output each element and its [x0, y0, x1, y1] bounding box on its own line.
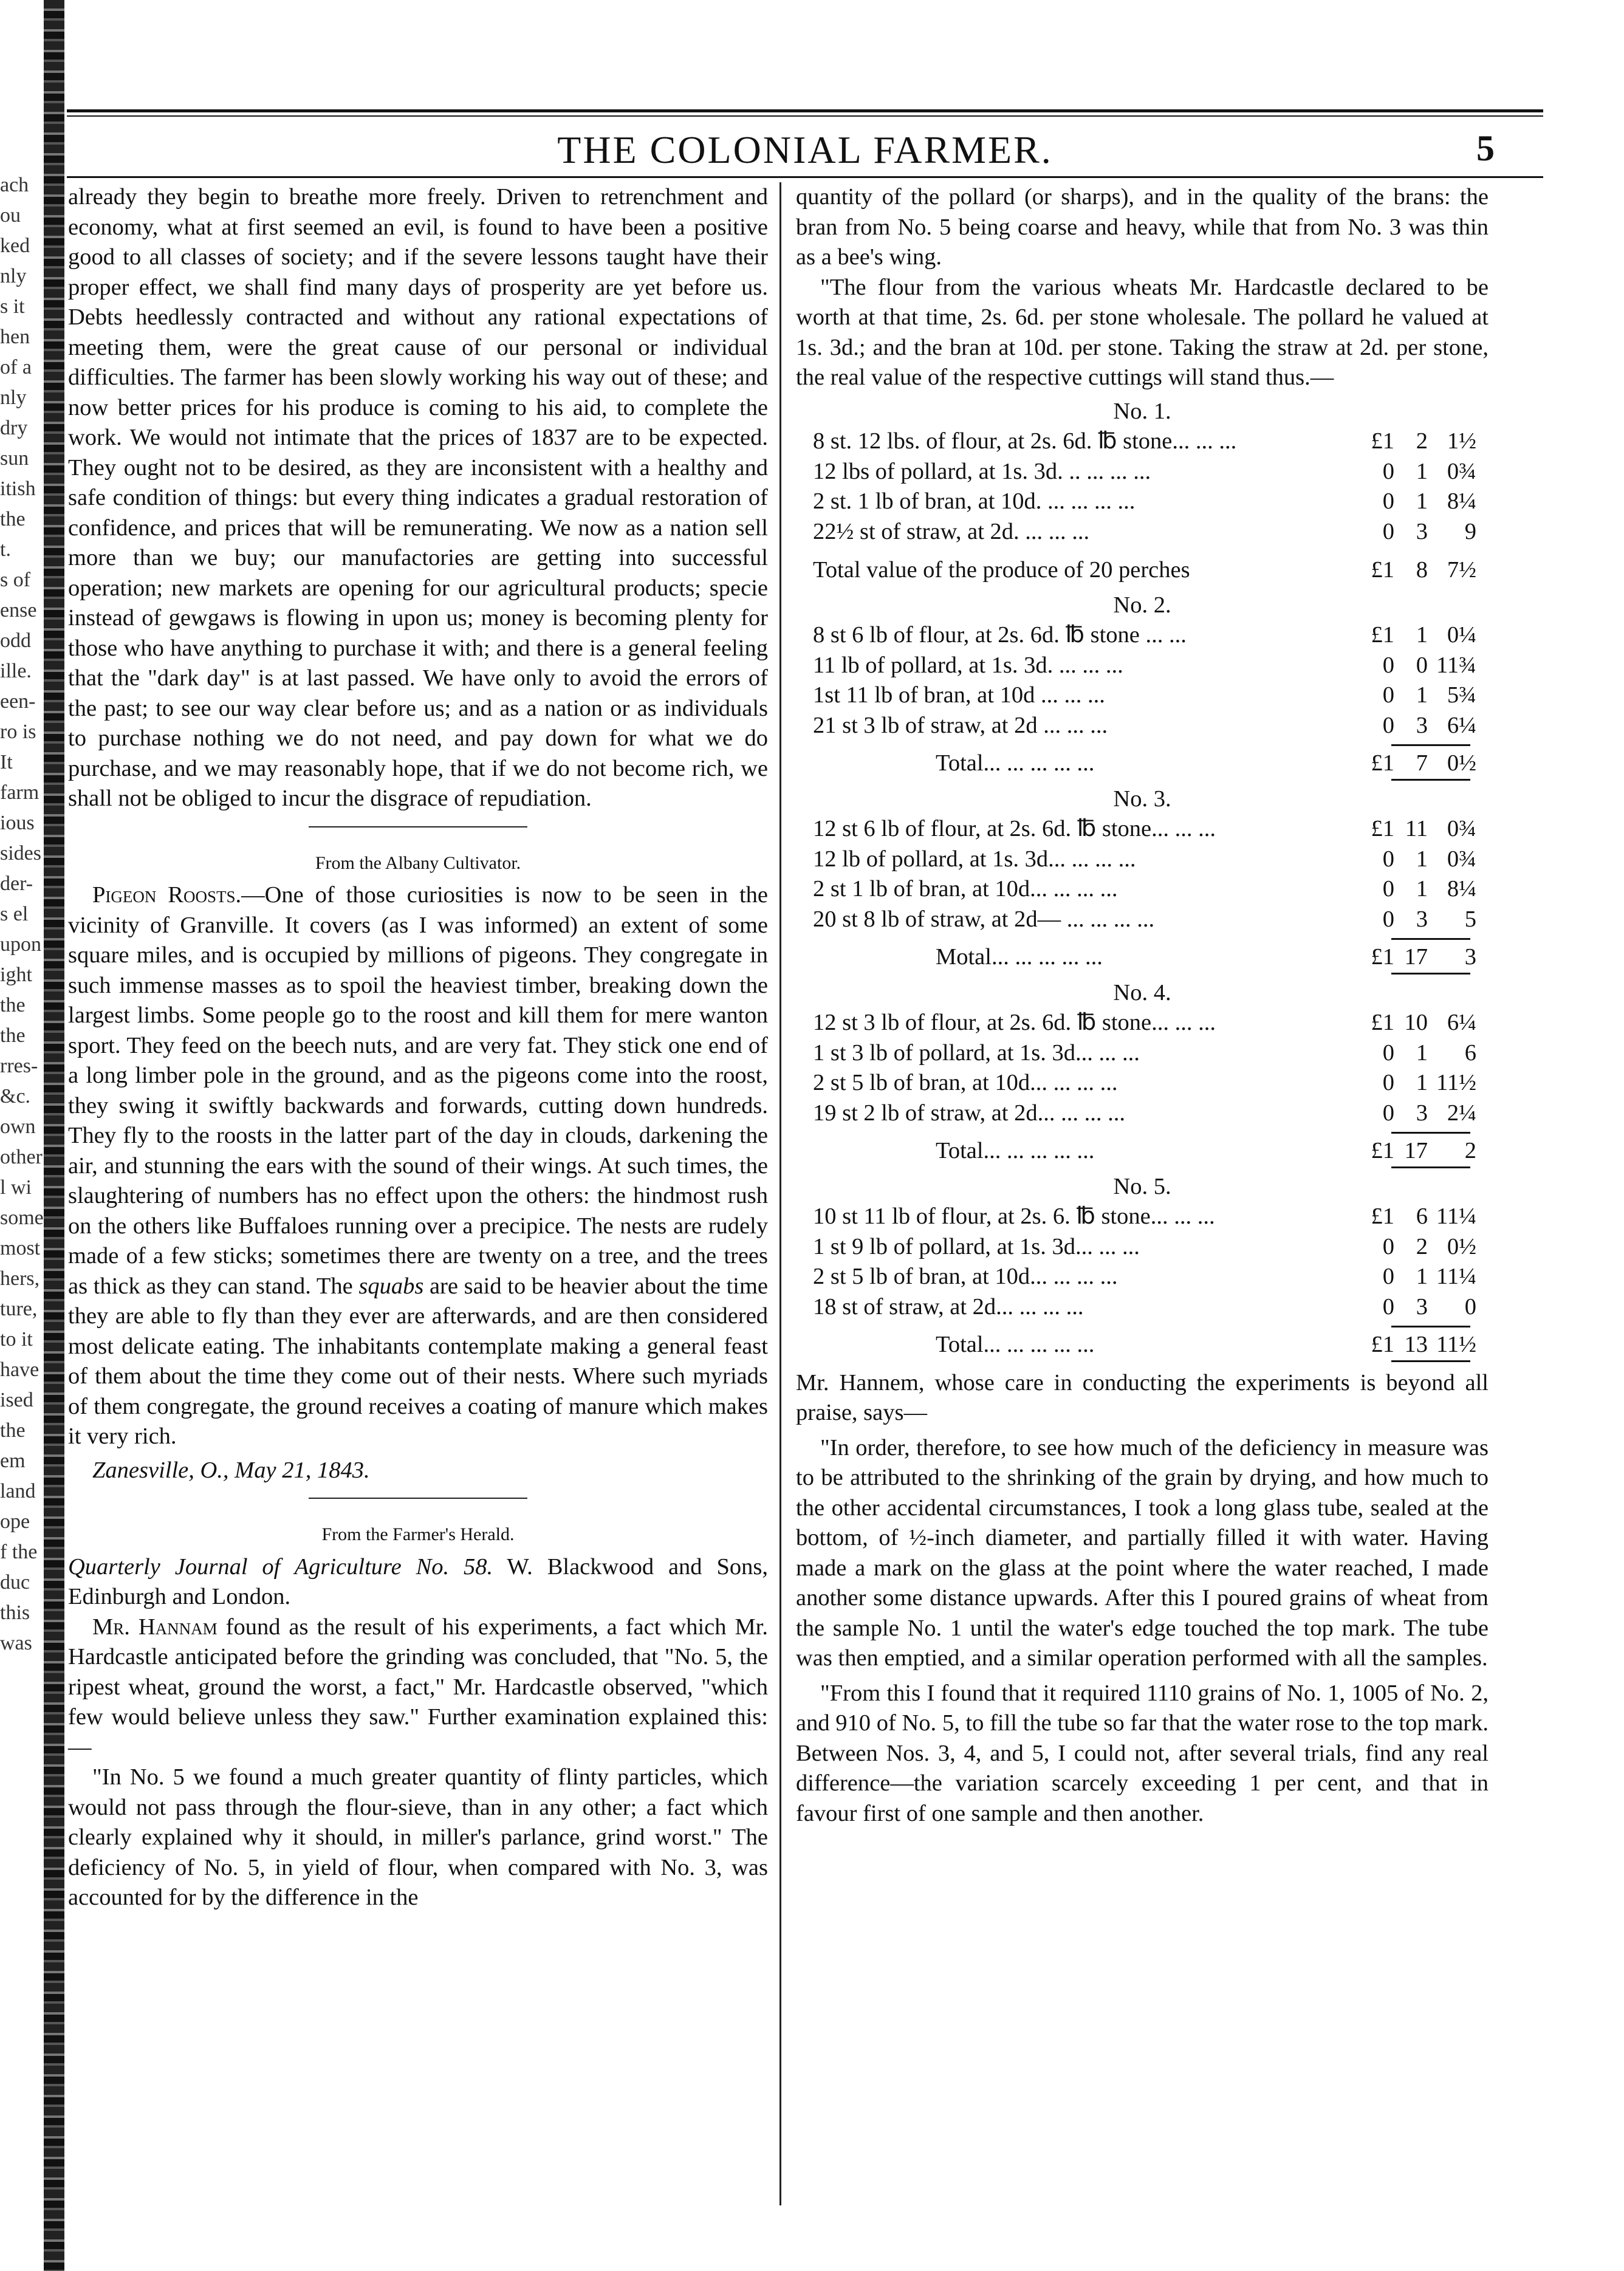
- hannam-paragraph: [68, 1612, 768, 1763]
- hannam-lead: Mr. Hannam: [92, 1614, 218, 1640]
- glass-tube-paragraph: "In order, therefore, to see how much of the deficiency in measure was to be attributed to the shrinking of the grain by drying, and how much to the other accidental circumstances, I took a long glass tube, sealed at the bottom, of ½-inch diameter, and partially filled it with water. Having made a mark on the glass at the point where the water reached, I made another some distance upwards. After this I poured grains of wheat from the sample No. 1 until the water's edge touched the top mark. The tube was then emptied, and a similar operation performed with all the samples.: [796, 1434, 1489, 1671]
- source-line-cultivator: From the Albany Cultivator.: [315, 852, 521, 873]
- table-cell-c: 8¼: [1447, 488, 1476, 514]
- total-c: 0½: [1447, 750, 1476, 776]
- gutter-fragment: It: [0, 751, 13, 773]
- table-cell-a: 0: [1382, 876, 1394, 902]
- produce-value-tables: [796, 397, 1489, 1362]
- total-b: 17: [1404, 1138, 1428, 1163]
- table-cell-d: 1 st 3 lb of pollard, at 1s. 3d... ... ...: [813, 1040, 1140, 1066]
- table-cell-c: 1½: [1447, 428, 1476, 454]
- source-line-herald: From the Farmer's Herald.: [321, 1524, 515, 1544]
- table-cell-a: £1: [1371, 816, 1394, 841]
- table-cell-c: 0¾: [1447, 846, 1476, 872]
- table-heading: No. 2.: [1113, 592, 1171, 618]
- column-divider: [779, 182, 781, 2205]
- table-cell-b: 11: [1405, 816, 1428, 841]
- table-cell-b: 2: [1416, 1233, 1428, 1259]
- table-cell-d: 8 st. 12 lbs. of flour, at 2s. 6d. ℔ stone... ... ...: [813, 428, 1237, 454]
- gutter-fragment: l wi: [0, 1176, 32, 1199]
- total-d: Total... ... ... ... ...: [936, 750, 1095, 776]
- gutter-fragment: nly: [0, 386, 27, 409]
- table-row: [796, 1038, 1489, 1069]
- table-cell-d: 2 st 1 lb of bran, at 10d... ... ... ...: [813, 876, 1118, 902]
- table-cell-a: 0: [1382, 1293, 1394, 1320]
- right-column: [796, 182, 1489, 1829]
- table-cell-c: 2¼: [1447, 1100, 1476, 1126]
- table-row: [796, 487, 1489, 517]
- table-row: [796, 711, 1489, 741]
- table-cell-c: 0¾: [1447, 816, 1476, 841]
- total-a: £1: [1371, 557, 1394, 583]
- gutter-fragment: ised: [0, 1389, 33, 1411]
- table-cell-a: 0: [1382, 906, 1394, 932]
- table-cell-d: 12 lbs of pollard, at 1s. 3d. .. ... ... ...: [813, 458, 1151, 484]
- gutter-fragment: the: [0, 508, 26, 530]
- table-cell-b: 1: [1416, 846, 1428, 872]
- table-row: [796, 1262, 1489, 1292]
- table-cell-c: 6¼: [1447, 712, 1476, 738]
- page-number: 5: [1476, 128, 1495, 168]
- pigeon-roosts-article: [68, 880, 768, 1452]
- table-cell-b: 10: [1404, 1010, 1428, 1035]
- table-row: [796, 874, 1489, 905]
- table-heading: No. 4.: [1113, 979, 1171, 1005]
- table-heading: No. 3.: [1113, 786, 1171, 812]
- gutter-fragment: hen: [0, 326, 30, 348]
- total-b: 7: [1416, 750, 1428, 776]
- total-rule: [1391, 1132, 1470, 1134]
- table-row: [796, 844, 1489, 875]
- gutter-fragment: itish: [0, 478, 36, 500]
- table-cell-a: 0: [1382, 1040, 1394, 1066]
- total-b: 13: [1404, 1332, 1428, 1357]
- table-cell-a: 0: [1382, 712, 1394, 738]
- table-cell-b: 3: [1416, 712, 1428, 738]
- table-row: [796, 680, 1489, 711]
- table-cell-c: 11¾: [1436, 652, 1476, 678]
- dateline-signature: Zanesville, O., May 21, 1843.: [92, 1457, 370, 1483]
- table-cell-b: 3: [1416, 518, 1428, 544]
- total-c: 7½: [1447, 557, 1476, 583]
- gutter-fragment: the: [0, 1419, 26, 1442]
- table-cell-c: 0¾: [1447, 458, 1476, 484]
- table-cell-c: 11¼: [1436, 1204, 1476, 1229]
- table-cell-b: 1: [1416, 622, 1428, 648]
- gutter-fragment: ou: [0, 204, 21, 227]
- table-total-row: [796, 1330, 1489, 1360]
- gutter-fragment: ach: [0, 174, 29, 196]
- table-cell-c: 11½: [1436, 1070, 1476, 1095]
- table-cell-b: 1: [1416, 1070, 1428, 1095]
- gutter-fragment: other: [0, 1146, 43, 1168]
- gutter-fragment: to it: [0, 1328, 33, 1351]
- table-row: [796, 1232, 1489, 1262]
- table-cell-a: 0: [1382, 488, 1394, 514]
- table-row: [796, 651, 1489, 681]
- table-cell-b: 0: [1416, 652, 1428, 678]
- table-cell-a: 0: [1382, 652, 1394, 678]
- table-cell-b: 3: [1416, 1293, 1428, 1320]
- total-a: £1: [1371, 1138, 1394, 1163]
- table-cell-a: 0: [1382, 1233, 1394, 1259]
- table-cell-d: 2 st 5 lb of bran, at 10d... ... ... ...: [813, 1070, 1118, 1095]
- total-a: £1: [1371, 750, 1394, 776]
- gutter-fragment: em: [0, 1450, 26, 1472]
- grains-count-paragraph: "From this I found that it required 1110 grains of No. 1, 1005 of No. 2, and 910 of No. 5, to fill the tube so far that the water rose to the top mark. Between Nos. 3, 4, and 5, I could not, after several trials, find any real difference—the variation scarcely exceeding 1 per cent, and that in favour first of one sample and then another.: [796, 1680, 1489, 1826]
- table-row: [796, 1068, 1489, 1098]
- table-row: [796, 905, 1489, 935]
- gutter-fragment: some: [0, 1207, 44, 1229]
- gutter-fragment: have: [0, 1358, 39, 1381]
- table-cell-a: £1: [1371, 428, 1394, 454]
- table-cell-d: 12 lb of pollard, at 1s. 3d... ... ... ...: [813, 846, 1136, 872]
- table-cell-c: 0¼: [1447, 622, 1476, 648]
- table-cell-d: 11 lb of pollard, at 1s. 3d. ... ... ...: [813, 652, 1123, 678]
- header-rule-top: [67, 109, 1543, 112]
- total-a: £1: [1371, 1332, 1394, 1357]
- binding-edge: [44, 0, 64, 2271]
- gutter-fragment: sun: [0, 447, 29, 470]
- hannem-intro: Mr. Hannem, whose care in conducting the experiments is beyond all praise, says—: [796, 1369, 1489, 1425]
- gutter-fragment: ious: [0, 812, 35, 834]
- table-cell-b: 6: [1416, 1204, 1428, 1229]
- header-rule-top-thin: [67, 115, 1543, 117]
- left-column: [68, 182, 768, 1913]
- gutter-fragment: of a: [0, 356, 32, 378]
- table-cell-b: 1: [1416, 488, 1428, 514]
- gutter-fragment: ense: [0, 599, 37, 622]
- gutter-fragment: s of: [0, 569, 31, 591]
- table-cell-a: £1: [1371, 622, 1394, 648]
- gutter-fragment: ture,: [0, 1298, 38, 1320]
- table-cell-a: 0: [1382, 1070, 1394, 1095]
- table-row: [796, 1292, 1489, 1323]
- header-rule-bottom: [67, 176, 1543, 178]
- table-cell-b: 1: [1416, 1264, 1428, 1289]
- total-c: 11½: [1436, 1332, 1476, 1357]
- table-row: [796, 426, 1489, 457]
- table-cell-d: 8 st 6 lb of flour, at 2s. 6d. ℔ stone ... ...: [813, 622, 1187, 648]
- flinty-quote: "In No. 5 we found a much greater quantity of flinty particles, which would not pass through the flour-sieve, than in any other; a fact which clearly explained why it should, in miller's parlance, grind worst." The deficiency of No. 5, in yield of flour, when compared with No. 3, was accounted for by the difference in the: [68, 1764, 768, 1910]
- total-d: Total value of the produce of 20 perches: [813, 557, 1190, 583]
- table-cell-a: 0: [1382, 1100, 1394, 1126]
- gutter-fragment: rres-: [0, 1055, 38, 1077]
- running-title: THE COLONIAL FARMER.: [557, 128, 1053, 171]
- table-cell-b: 3: [1416, 1100, 1428, 1126]
- total-rule-bottom: [1391, 973, 1470, 975]
- table-heading: No. 1.: [1113, 398, 1171, 424]
- gutter-fragment: own: [0, 1115, 36, 1138]
- journal-publisher: W. Blackwood and Sons, Edinburgh and London.: [68, 1553, 768, 1609]
- table-cell-d: 12 st 6 lb of flour, at 2s. 6d. ℔ stone... ... ...: [813, 816, 1216, 841]
- total-d: Motal... ... ... ... ...: [936, 944, 1103, 970]
- total-rule: [1391, 744, 1470, 746]
- section-rule: [309, 826, 527, 827]
- total-rule: [1391, 1326, 1470, 1327]
- gutter-fragment: der-: [0, 872, 33, 895]
- gutter-fragment: most: [0, 1237, 41, 1259]
- table-row: [796, 1098, 1489, 1129]
- journal-title: Quarterly Journal of Agriculture No. 58.: [68, 1553, 493, 1580]
- table-cell-a: 0: [1382, 682, 1394, 708]
- total-rule-bottom: [1391, 1166, 1470, 1168]
- table-total-row: [796, 942, 1489, 973]
- table-cell-d: 1 st 9 lb of pollard, at 1s. 3d... ... ...: [813, 1233, 1140, 1259]
- gutter-fragment: ked: [0, 235, 30, 257]
- gutter-fragment: ope: [0, 1510, 30, 1533]
- table-cell-a: £1: [1371, 1010, 1394, 1035]
- gutter-fragment: een-: [0, 690, 36, 713]
- gutter-fragment: the: [0, 1024, 26, 1047]
- table-cell-d: 22½ st of straw, at 2d. ... ... ...: [813, 518, 1090, 544]
- table-cell-d: 12 st 3 lb of flour, at 2s. 6d. ℔ stone... ... ...: [813, 1010, 1216, 1035]
- gutter-fragment: dry: [0, 417, 28, 439]
- table-cell-c: 6¼: [1447, 1010, 1476, 1035]
- table-heading: No. 5.: [1113, 1173, 1171, 1199]
- pollard-paragraph: quantity of the pollard (or sharps), and in the quality of the brans: the bran from No. 5 being coarse and heavy, while that from No. 3 was thin as a bee's wing.: [796, 184, 1489, 270]
- hannam-text: found as the result of his experiments, a fact which Mr. Hardcastle anticipated before the grinding was concluded, that "No. 5, the ripest wheat, ground the worst, a fact," Mr. Hardcastle observed, "which few would believe unless they saw." Further examination explained this:—: [68, 1614, 769, 1760]
- table-cell-c: 0½: [1447, 1233, 1476, 1259]
- pigeon-squabs: squabs: [358, 1273, 424, 1299]
- table-cell-c: 11¼: [1436, 1264, 1476, 1289]
- section-rule: [309, 1498, 527, 1499]
- table-total-row: [796, 1136, 1489, 1166]
- gutter-fragment: duc: [0, 1571, 30, 1594]
- table-cell-a: 0: [1382, 458, 1394, 484]
- gutter-fragment: t.: [0, 538, 11, 561]
- total-b: 8: [1416, 557, 1428, 583]
- table-cell-d: 19 st 2 lb of straw, at 2d... ... ... ...: [813, 1100, 1125, 1126]
- total-rule: [1391, 938, 1470, 940]
- gutter-fragment: ro is: [0, 721, 36, 743]
- table-cell-c: 6: [1464, 1040, 1476, 1066]
- total-c: 3: [1464, 944, 1476, 970]
- table-cell-c: 5¾: [1447, 682, 1476, 708]
- table-cell-c: 8¼: [1447, 876, 1476, 902]
- total-d: Total... ... ... ... ...: [936, 1332, 1095, 1357]
- gutter-text-fragments: [0, 170, 43, 1659]
- pigeon-body: —One of those curiosities is now to be seen in the vicinity of Granville. It covers (as I was informed) an extent of some square miles, and is occupied by millions of pigeons. They congregate in such immense masses as to spoil the heaviest timber, breaking down the largest limbs. Some people go to the roost and kill them for mere wanton sport. They feed on the beech nuts, and are very fat. They stick one end of a long limber pole in the ground, and as the pigeons come into the roost, they swing it swiftly backwards and forwards, cutting down hundreds. They fly to the roosts in the latter part of the day in clouds, darkening the air, and stunning the ears with the sound of their wings. At such times, the slaughtering of numbers has no effect upon the others: the hindmost rush on the others like Buffaloes running over a precipice. The nests are rudely made of a few sticks; sometimes there are twenty on a tree, and the trees as thick as they can stand. The: [68, 882, 769, 1299]
- gutter-fragment: odd: [0, 629, 31, 652]
- table-row: [796, 620, 1489, 651]
- table-row: [796, 1008, 1489, 1038]
- journal-citation: [68, 1552, 768, 1612]
- table-row: [796, 517, 1489, 547]
- gutter-fragment: nly: [0, 265, 27, 287]
- table-cell-a: £1: [1371, 1204, 1394, 1229]
- table-cell-b: 3: [1416, 906, 1428, 932]
- table-cell-b: 1: [1416, 682, 1428, 708]
- table-total-row: [796, 555, 1489, 586]
- table-cell-a: 0: [1382, 518, 1394, 544]
- gutter-fragment: the: [0, 994, 26, 1016]
- table-row: [796, 814, 1489, 844]
- table-cell-b: 1: [1416, 458, 1428, 484]
- table-cell-a: 0: [1382, 846, 1394, 872]
- pigeon-body-end: are said to be heavier about the time they are able to fly than they ever are afterwards, and are then considered most delicate eating. The inhabitants contemplate making a general feast of them about the time they come out of their nests. Where such myriads of them congregate, the ground receives a coating of manure which makes it very rich.: [68, 1273, 769, 1449]
- table-cell-a: 0: [1382, 1264, 1394, 1289]
- table-cell-d: 2 st 5 lb of bran, at 10d... ... ... ...: [813, 1264, 1118, 1289]
- table-cell-d: 1st 11 lb of bran, at 10d ... ... ...: [813, 682, 1105, 708]
- table-cell-d: 2 st. 1 lb of bran, at 10d. ... ... ... ...: [813, 488, 1136, 514]
- table-cell-d: 18 st of straw, at 2d... ... ... ...: [813, 1293, 1084, 1320]
- gutter-fragment: ille.: [0, 660, 32, 682]
- table-row: [796, 457, 1489, 487]
- gutter-fragment: farm: [0, 781, 39, 804]
- gutter-fragment: s el: [0, 903, 29, 925]
- table-cell-d: 20 st 8 lb of straw, at 2d— ... ... ... ...: [813, 906, 1155, 932]
- gutter-fragment: &c.: [0, 1085, 31, 1108]
- gutter-fragment: f the: [0, 1541, 38, 1563]
- total-rule-bottom: [1391, 1360, 1470, 1362]
- gutter-fragment: land: [0, 1480, 36, 1502]
- article-continuation: already they begin to breathe more freely. Driven to retrenchment and economy, what at first seemed an evil, is found to have been a positive good to all classes of society; and if the severe lessons taught have their proper effect, we shall find many days of prosperity are yet before us. Debts heedlessly contracted and without any rational expectations of meeting them, were the great cause of our personal or individual difficulties. The farmer has been slowly working his way out of these; and now better prices for his produce is coming to his aid, to complete the work. We would not intimate that the prices of 1837 are to be expected. They ought not to be desired, as they are inconsistent with a healthy and safe condition of things: but every thing indicates a gradual restoration of confidence, and prices that will be remunerating. We now as a nation sell more than we buy; our manufactories are getting into successful operation; new markets are opening for our agricultural products; specie instead of gewgaws is flowing in upon us; money is becoming plenty for those who have anything to purchase it with; and there is a general feeling that the "dark day" is at last passed. We have only to avoid the errors of the past; to see our way clear before us; and as a nation or as individuals to purchase nothing we do not need, and pay down for what we do purchase, and we may reasonably hope, that if we do not become rich, we shall not be obliged to incur the disgrace of repudiation.: [68, 184, 768, 811]
- table-cell-c: 0: [1464, 1293, 1476, 1320]
- table-cell-d: 21 st 3 lb of straw, at 2d ... ... ...: [813, 712, 1108, 738]
- gutter-fragment: sides: [0, 842, 41, 865]
- table-row: [796, 1202, 1489, 1232]
- gutter-fragment: this: [0, 1601, 30, 1624]
- gutter-fragment: upon: [0, 933, 41, 956]
- table-cell-b: 2: [1416, 428, 1428, 454]
- table-cell-b: 1: [1416, 876, 1428, 902]
- gutter-fragment: was: [0, 1632, 32, 1654]
- gutter-fragment: s it: [0, 295, 25, 318]
- pigeon-roosts-title: Pigeon Roosts.: [92, 882, 242, 908]
- flour-value-paragraph: "The flour from the various wheats Mr. Hardcastle declared to be worth at that time, 2s. 6d. per stone wholesale. The pollard he valued at 1s. 3d.; and the bran at 10d. per stone. Taking the straw at 2d. per stone, the real value of the respective cuttings will stand thus.—: [796, 274, 1489, 390]
- table-cell-b: 1: [1416, 1040, 1428, 1066]
- table-cell-c: 5: [1464, 906, 1476, 932]
- table-total-row: [796, 748, 1489, 779]
- total-d: Total... ... ... ... ...: [936, 1138, 1095, 1163]
- total-rule-bottom: [1391, 779, 1470, 781]
- total-b: 17: [1404, 944, 1428, 970]
- total-a: £1: [1371, 944, 1394, 970]
- total-c: 2: [1464, 1138, 1476, 1163]
- gutter-fragment: ight: [0, 964, 32, 986]
- table-cell-c: 9: [1464, 518, 1476, 544]
- gutter-fragment: hers,: [0, 1267, 40, 1290]
- table-cell-d: 10 st 11 lb of flour, at 2s. 6. ℔ stone... ... ...: [813, 1204, 1215, 1229]
